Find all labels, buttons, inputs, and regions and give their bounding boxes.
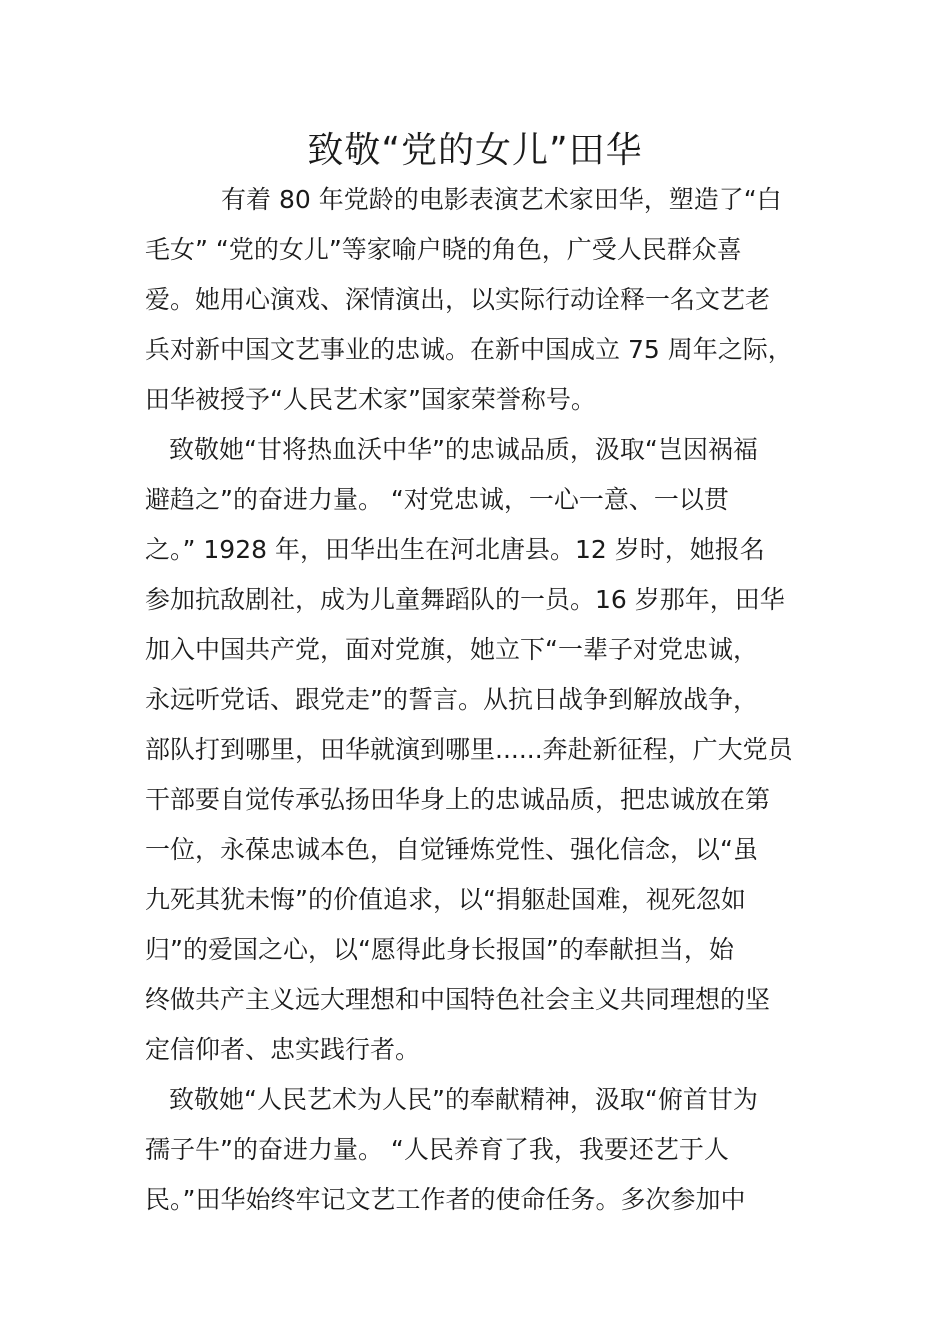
paragraph-2-line: 归”的爱国之心，以“愿得此身长报国”的奉献担当，始 (145, 935, 734, 964)
document-title: 致敬“党的女儿”田华 (307, 130, 643, 171)
paragraph-2-line: 部队打到哪里，田华就演到哪里......奔赴新征程，广大党员 (145, 735, 793, 764)
paragraph-3-line: 孺子牛”的奋进力量。 “人民养育了我，我要还艺于人 (145, 1135, 729, 1164)
paragraph-2-line: 永远听党话、跟党走”的誓言。从抗日战争到解放战争， (145, 685, 758, 714)
paragraph-1-line: 兵对新中国文艺事业的忠诚。在新中国成立 75 周年之际， (145, 335, 793, 364)
paragraph-2-line: 参加抗敌剧社，成为儿童舞蹈队的一员。16 岁那年，田华 (145, 585, 785, 614)
paragraph-2-line: 干部要自觉传承弘扬田华身上的忠诚品质，把忠诚放在第 (145, 785, 771, 814)
paragraph-2-line: 定信仰者、忠实践行者。 (145, 1035, 421, 1064)
paragraph-1-line: 爱。她用心演戏、深情演出，以实际行动诠释一名文艺老 (145, 285, 771, 314)
paragraph-2-line: 避趋之”的奋进力量。 “对党忠诚，一心一意、一以贯 (145, 485, 729, 514)
paragraph-1-line: 毛女” “党的女儿”等家喻户晓的角色，广受人民群众喜 (145, 235, 742, 264)
paragraph-3-line: 民。”田华始终牢记文艺工作者的使命任务。多次参加中 (145, 1185, 746, 1214)
paragraph-2-line: 九死其犹未悔”的价值追求，以“捐躯赴国难，视死忽如 (145, 885, 746, 914)
paragraph-3-line: 致敬她“人民艺术为人民”的奉献精神，汲取“俯首甘为 (169, 1085, 758, 1114)
paragraph-1-line: 田华被授予“人民艺术家”国家荣誉称号。 (145, 385, 596, 414)
paragraph-2-line: 一位，永葆忠诚本色，自觉锤炼党性、强化信念，以“虽 (145, 835, 758, 864)
paragraph-2-line: 终做共产主义远大理想和中国特色社会主义共同理想的坚 (145, 985, 771, 1014)
paragraph-2-line: 加入中国共产党，面对党旗，她立下“一辈子对党忠诚， (145, 635, 758, 664)
paragraph-2-line: 之。” 1928 年，田华出生在河北唐县。12 岁时，她报名 (145, 535, 765, 564)
paragraph-1-line: 有着 80 年党龄的电影表演艺术家田华，塑造了“白 (221, 185, 782, 214)
paragraph-2-line: 致敬她“甘将热血沃中华”的忠诚品质，汲取“岂因祸福 (169, 435, 758, 464)
